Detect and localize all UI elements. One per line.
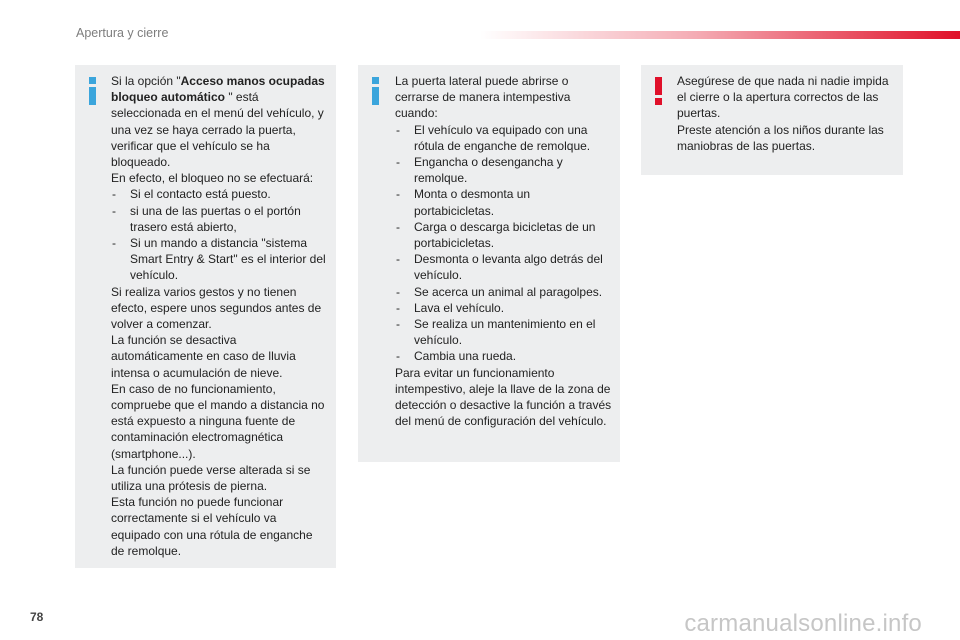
paragraph: Asegúrese de que nada ni nadie impida el cierre o la apertura correctos de las puertas.: [677, 74, 889, 121]
paragraph: La función puede verse alterada si se utiliza una prótesis de pierna.: [111, 462, 311, 494]
list-item: - Cambia una rueda.: [395, 348, 613, 364]
list-item: - Carga o descarga bicicletas de un portabicicletas.: [395, 219, 613, 251]
list-item: - Si un mando a distancia "sistema Smart Entry & Start" es el interior del vehículo.: [111, 235, 327, 284]
list-item: - Si el contacto está puesto.: [111, 186, 327, 202]
paragraph: La función se desactiva automáticamente en caso de lluvia intensa o acumulación de nieve.: [111, 333, 296, 380]
list-item: - Monta o desmonta un portabicicletas.: [395, 186, 613, 218]
info-panel-side-door: [358, 65, 620, 462]
section-title: Apertura y cierre: [76, 26, 169, 40]
paragraph: Preste atención a los niños durante las maniobras de las puertas.: [677, 122, 884, 153]
warning-panel-doors: [641, 65, 903, 175]
panel-1-list: [111, 186, 327, 283]
panel-1-text: [111, 73, 327, 559]
watermark: carmanualsonline.info: [684, 610, 922, 637]
list-item: - si una de las puertas o el portón trasero está abierto,: [111, 203, 327, 235]
option-name: Acceso manos ocupadas bloqueo automático: [111, 74, 325, 105]
list-item: - Lava el vehículo.: [395, 300, 613, 316]
list-item: - Engancha o desengancha y remolque.: [395, 154, 613, 186]
paragraph: En caso de no funcionamiento, compruebe que el mando a distancia no está expuesto a ninguna fuente de contaminación electromagnética (smartphone...).: [111, 381, 325, 461]
panel-2-text: [395, 73, 613, 429]
panel-3-text: [677, 73, 899, 154]
list-item: - Desmonta o levanta algo detrás del vehículo.: [395, 251, 613, 283]
panel-2-closing: Para evitar un funcionamiento intempestivo, aleje la llave de la zona de detección o desactive la función a través del menú de configuración del vehículo.: [395, 365, 612, 429]
panel-2-lead: La puerta lateral puede abrirse o cerrarse de manera intempestiva cuando:: [395, 74, 571, 121]
paragraph: Esta función no puede funcionar correctamente si el vehículo va equipado con una rótula de enganche de remolque.: [111, 495, 313, 558]
list-item: - El vehículo va equipado con una rótula de enganche de remolque.: [395, 122, 613, 154]
paragraph: Si realiza varios gestos y no tienen efecto, espere unos segundos antes de volver a comenzar.: [111, 284, 322, 332]
list-item: - Se acerca un animal al paragolpes.: [395, 284, 613, 300]
header-accent-bar: [480, 31, 960, 39]
panel-1-intro: Si la opción "Acceso manos ocupadas bloqueo automático " está seleccionada en el menú del vehículo, y una vez se haya cerrado la puerta, verificar que el vehículo se ha bloqueado.: [111, 74, 325, 170]
page-number: 78: [30, 610, 44, 624]
panel-1-lead: En efecto, el bloqueo no se efectuará:: [111, 171, 314, 186]
info-panel-hands-free: [75, 65, 336, 568]
panel-2-list: [395, 122, 613, 365]
list-item: - Se realiza un mantenimiento en el vehículo.: [395, 316, 613, 348]
